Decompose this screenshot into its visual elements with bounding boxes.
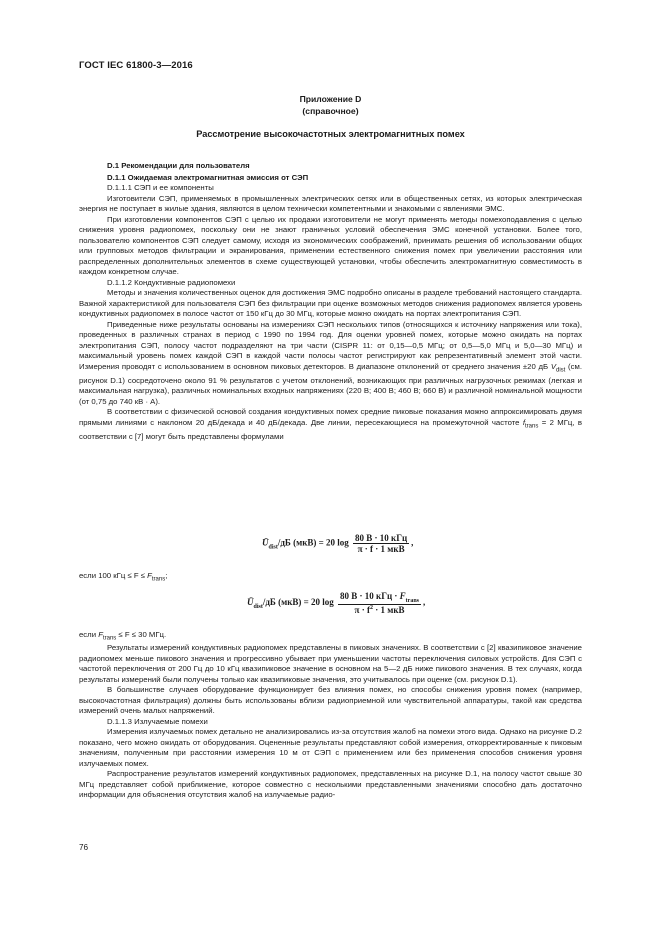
- formula-1: $Ū_{dist}/дБ$ (мкВ) = 20 log $\frac{\text{80 В · 10 кГц}}{\text{π · f · 1 мкВ}}$ ,: [262, 533, 414, 554]
- annex-type: (справочное): [302, 106, 359, 116]
- section-heading-d1: D.1 Рекомендации для пользователя: [107, 161, 250, 170]
- section-heading-d113: D.1.1.3 Излучаемые помехи: [107, 716, 208, 726]
- paragraph-7: В большинстве случаев оборудование функционирует без влияния помех, но способы снижения уровня помех (например, высокочастотная фильтрация) должны быть использованы вблизи радиоприемной или чувствительной аппаратуры, такой как средства измерений очень малых напряжений.: [79, 685, 582, 715]
- paragraph-9: Распространение результатов измерений кондуктивных радиопомех, представленных на рисунке D.1, на полосу частот свыше 30 МГц представляет собой приближение, которое совместно с несколькими представленными значениями способно дать достаточно информации для объяснения отсутствия жалоб на излучаемые радио-: [79, 769, 582, 799]
- text-block-1: [79, 161, 582, 442]
- paragraph-1: Изготовители СЭП, применяемых в промышленных электрических сетях или в общественных сетях, из которых электрическая энергия не поступает в жилые здания, являются в целом технически компетентными и знакомыми с явлениями ЭМС.: [79, 193, 582, 213]
- condition-2: если $F_{trans} \le F \le 30$ МГц.: [79, 630, 167, 642]
- paragraph-6: Результаты измерений кондуктивных радиопомех представлены в пиковых значениях. В соответствии с [2] квазипиковое значение радиопомех меньше пикового значения и прогрессивно убывает при уменьшении частоты переключения силовых устройств. Для СЭП с частотой переключения от 200 Гц до 10 кГц квазипиковое значение в основном на 5—2 дБ ниже пикового значения. В тех случаях, когда результаты измерений были получены только как квазипиковые значения, это учитывалось при оценке (см. рисунок D.1).: [79, 643, 582, 684]
- section-heading-d111: D.1.1.1 СЭП и ее компоненты: [107, 183, 214, 192]
- paragraph-2: При изготовлении компонентов СЭП с целью их продажи изготовители не могут применять методы помехоподавления с целью снижения уровня радиопомех, поскольку они не знают граничных условий обеспечения ЭМС конечной установки. Более того, пользователю компонентов СЭП следует самому, исходя из экономических соображений, принимать решения об использовании общих или групповых методов фильтрации и экранирования, применении естественного снижения помех при увеличении расстояния или распределенных дополнительных элементов в схеме существующей установки, чтобы обеспечить электромагнитную совместимость в каждом конкретном случае.: [79, 214, 582, 276]
- annex-title: Приложение D: [299, 94, 362, 104]
- section-heading-d112: D.1.1.2 Кондуктивные радиопомехи: [107, 277, 236, 287]
- paragraph-8: Измерения излучаемых помех детально не анализировались из-за отсутствия жалоб на помехи этого вида. Однако на рисунке D.2 показано, чего можно ожидать от оборудования. Оцененные результаты представляют собой измерения, откорректированные к пиковым значениям, полученным при расстоянии измерения 10 м от СЭП с применением или без применения способов снижения уровня излучаемых помех.: [79, 727, 582, 768]
- paragraph-3: Методы и значения количественных оценок для достижения ЭМС подробно описаны в разделе требований настоящего стандарта. Важной характеристикой для пользователя СЭП без фильтрации при оценке возможных методов снижения радиопомех является уровень кондуктивных радиопомех в полосе частот от 150 кГц до 30 МГц, которые можно ожидать на портах электропитания СЭП.: [79, 288, 582, 318]
- text-block-2: [79, 643, 582, 801]
- page-title: Рассмотрение высокочастотных электромагнитных помех: [196, 129, 465, 139]
- paragraph-5: В соответствии с физической основой создания кондуктивных помех средние пиковые показания можно аппроксимировать двумя прямыми линиями с наклоном 20 дБ/декада и 40 дБ/декада. Две линии, пересекающиеся на промежуточной частоте $f_{trans} = 2$ МГц, в соответствии с [7] могут быть представлены формулами: [79, 407, 582, 441]
- paragraph-4: Приведенные ниже результаты основаны на измерениях СЭП нескольких типов (относящихся к источнику напряжения или тока), проведенных в различных странах в период с 1990 по 1994 год. Для оценки уровней помех, которые можно ожидать на портах электропитания СЭП, полосу частот подразделяют на три части (CISPR 11: от 0,15—0,5 МГц; от 0,5—5,0 МГц и 5,0—30 МГц) и максимальный уровень помех каждой СЭП в каждой части полосы частот регистрируют как репрезентативный элемент этой части. Измерения проводят с использованием в основном пиковых детекторов. В диапазоне отклонений от среднего значения ±20 дБ $V_{dist}$ (см. рисунок D.1) сосредоточено около 91 % результатов с учетом отклонений, возникающих при различных нагрузочных режимах (легкая и максимальная нагрузка), различных номинальных входных напряжениях (220 В; 400 В; 460 В; 660 В) и различной номинальной мощности (от 0,75 до 740 кВ · А).: [79, 319, 582, 406]
- page-number: 76: [79, 843, 89, 852]
- standard-header: ГОСТ IEC 61800-3—2016: [79, 60, 193, 71]
- condition-1: если 100 кГц ≤ $F \le F_{trans}$;: [79, 571, 168, 583]
- section-heading-d11: D.1.1 Ожидаемая электромагнитная эмиссия от СЭП: [107, 172, 309, 182]
- formula-2: $Ū_{dist}/дБ$ (мкВ) = 20 log $\frac{80 В \cdot 10 кГц \cdot F_{trans}}{\pi \cdot f^2 \cdot 1 мкВ}$ ,: [247, 591, 426, 615]
